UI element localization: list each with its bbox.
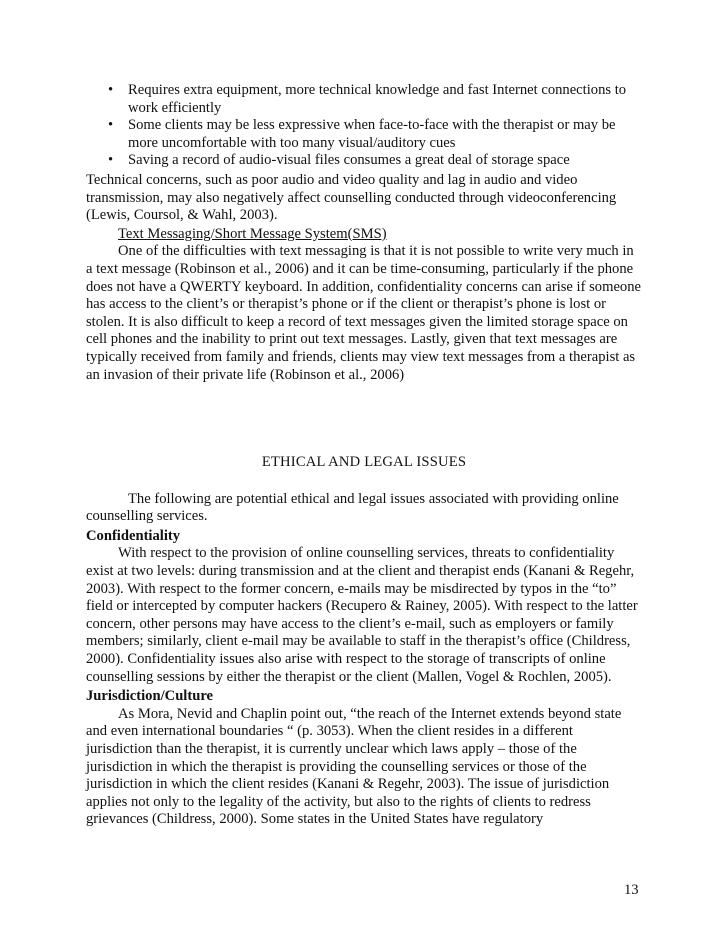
section-title: ETHICAL AND LEGAL ISSUES: [261, 454, 467, 471]
paragraph-technical: Technical concerns, such as poor audio and video quality and lag in audio and video transmission, may also negatively affect counselling conducted through videoconferencing (Lewis, Coursol, & Wahl, 2003).: [86, 171, 617, 224]
paragraph-jurisdiction: As Mora, Nevid and Chaplin point out, “the reach of the Internet extends beyond state and even international boundaries “ (p. 3053). When the client resides in a different jurisdiction than the therapist, it is currently unclear which laws apply – those of the jurisdiction in which the therapist is providing the counselling services or those of the jurisdiction in which the client resides (Kanani & Regehr, 2003). The issue of jurisdiction applies not only to the legality of the activity, but also to the rights of clients to redress grievances (Childress, 2000). Some states in the United States have regulatory: [86, 705, 622, 828]
bullet-text: Some clients may be less expressive when face-to-face with the therapist or may be more uncomfortable with too many visual/auditory cues: [128, 117, 616, 151]
bullet-icon: •: [108, 152, 114, 169]
list-item: [86, 82, 642, 117]
bullet-text: Saving a record of audio-visual files consumes a great deal of storage space: [128, 152, 570, 169]
list-item: [86, 152, 642, 170]
paragraph-confidentiality: With respect to the provision of online counselling services, threats to confidentiality exist at two levels: during transmission and at the client and therapist ends (Kanani & Regehr, 2003). With respect to the former concern, e-mails may be misdirected by typos in the “to” field or intercepted by computer hackers (Recupero & Rainey, 2005). With respect to the latter concern, other persons may have access to the client’s e-mail, such as employers or family members; similarly, client e-mail may be available to staff in the therapist’s office (Childress, 2000). Confidentiality issues also arise with respect to the storage of transcripts of online counselling sessions by either the therapist or the client (Mallen, Vogel & Rochlen, 2005).: [86, 545, 638, 685]
heading-confidentiality: Confidentiality: [86, 527, 181, 544]
bullet-icon: •: [108, 117, 114, 134]
document-page: [86, 82, 642, 829]
bullet-list: [86, 82, 642, 170]
bullet-icon: •: [108, 82, 114, 98]
bullet-text: Requires extra equipment, more technical knowledge and fast Internet connections to work efficiently: [128, 82, 627, 116]
heading-jurisdiction: Jurisdiction/Culture: [86, 688, 214, 705]
subheading-sms: Text Messaging/Short Message System(SMS): [118, 225, 387, 242]
page-number: 13: [624, 882, 639, 898]
paragraph-sms: One of the difficulties with text messaging is that it is not possible to write very much in a text message (Robinson et al., 2006) and it can be time-consuming, particularly if the phone does not have a QWERTY keyboard. In addition, confidentiality concerns can arise if someone has access to the client’s or therapist’s phone or if the client or therapist’s phone is lost or stolen. It is also difficult to keep a record of text messages given the limited storage space on cell phones and the inability to print out text messages. Lastly, given that text messages are typically received from family and friends, clients may view text messages from a therapist as an invasion of their private life (Robinson et al., 2006): [86, 243, 641, 383]
paragraph-intro: The following are potential ethical and legal issues associated with providing online counselling services.: [86, 490, 619, 525]
list-item: [86, 117, 642, 152]
